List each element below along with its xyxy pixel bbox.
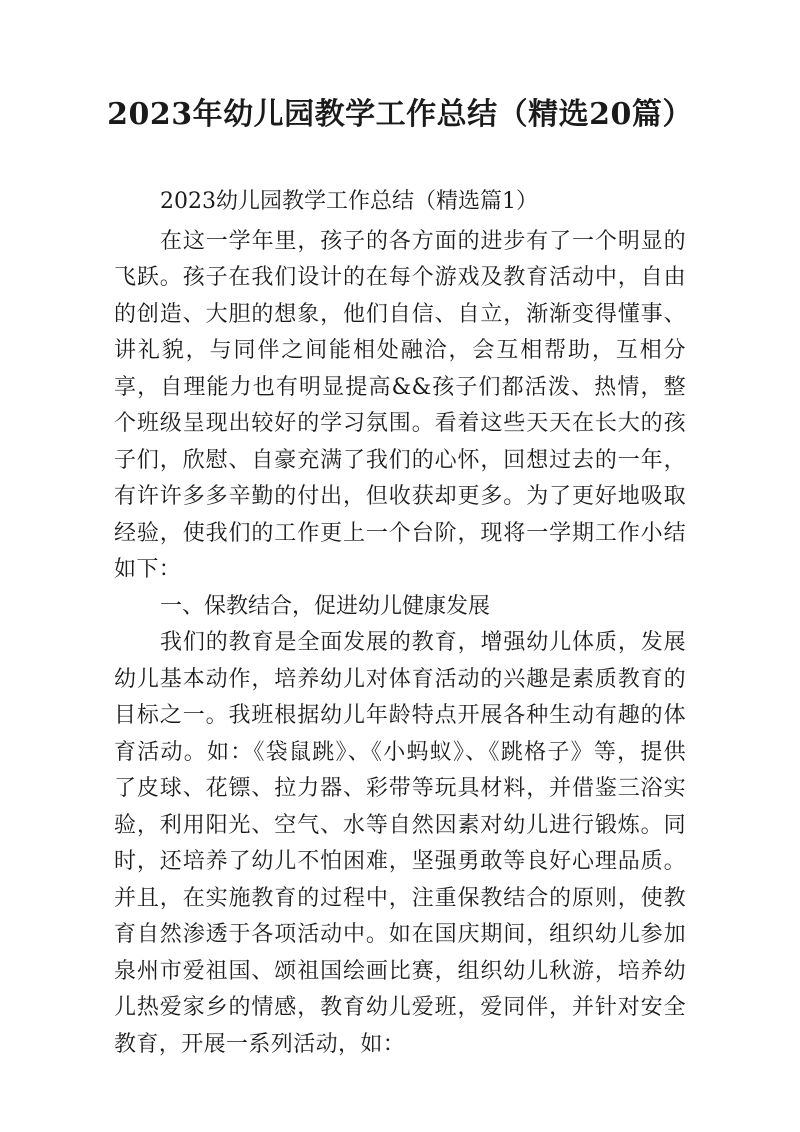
document-title: 2023年幼儿园教学工作总结（精选20篇） bbox=[107, 97, 693, 132]
section-subtitle: 2023幼儿园教学工作总结（精选篇1） bbox=[160, 189, 538, 214]
paragraph-intro: 在这一学年里，孩子的各方面的进步有了一个明显的飞跃。孩子在我们设计的在每个游戏及教育活动中，自由的创造、大胆的想象，他们自信、自立，渐渐变得懂事、讲礼貌，与同伴之间能相处融洽，会互相帮助，互相分享，自理能力也有明显提高&&孩子们都活泼、热情，整个班级呈现出较好的学习氛围。看着这些天天在长大的孩子们，欣慰、自豪充满了我们的心怀，回想过去的一年，有许许多多辛勤的付出，但收获却更多。为了更好地吸取经验，使我们的工作更上一个台阶，现将一学期工作小结如下： bbox=[114, 228, 686, 582]
paragraph-section-1: 我们的教育是全面发展的教育，增强幼儿体质，发展幼儿基本动作，培养幼儿对体育活动的兴趣是素质教育的目标之一。我班根据幼儿年龄特点开展各种生动有趣的体育活动。如：《袋鼠跳》、《小蚂蚁》、《跳格子》等，提供了皮球、花镖、拉力器、彩带等玩具材料，并借鉴三浴实验，利用阳光、空气、水等自然因素对幼儿进行锻炼。同时，还培养了幼儿不怕困难，坚强勇敢等良好心理品质。并且，在实施教育的过程中，注重保教结合的原则，使教育自然渗透于各项活动中。如在国庆期间，组织幼儿参加泉州市爱祖国、颂祖国绘画比赛，组织幼儿秋游，培养幼儿热爱家乡的情感，教育幼儿爱班，爱同伴，并针对安全教育，开展一系列活动，如： bbox=[114, 630, 686, 1057]
section-heading: 一、保教结合，促进幼儿健康发展 bbox=[160, 593, 491, 619]
document-body bbox=[114, 184, 686, 1063]
